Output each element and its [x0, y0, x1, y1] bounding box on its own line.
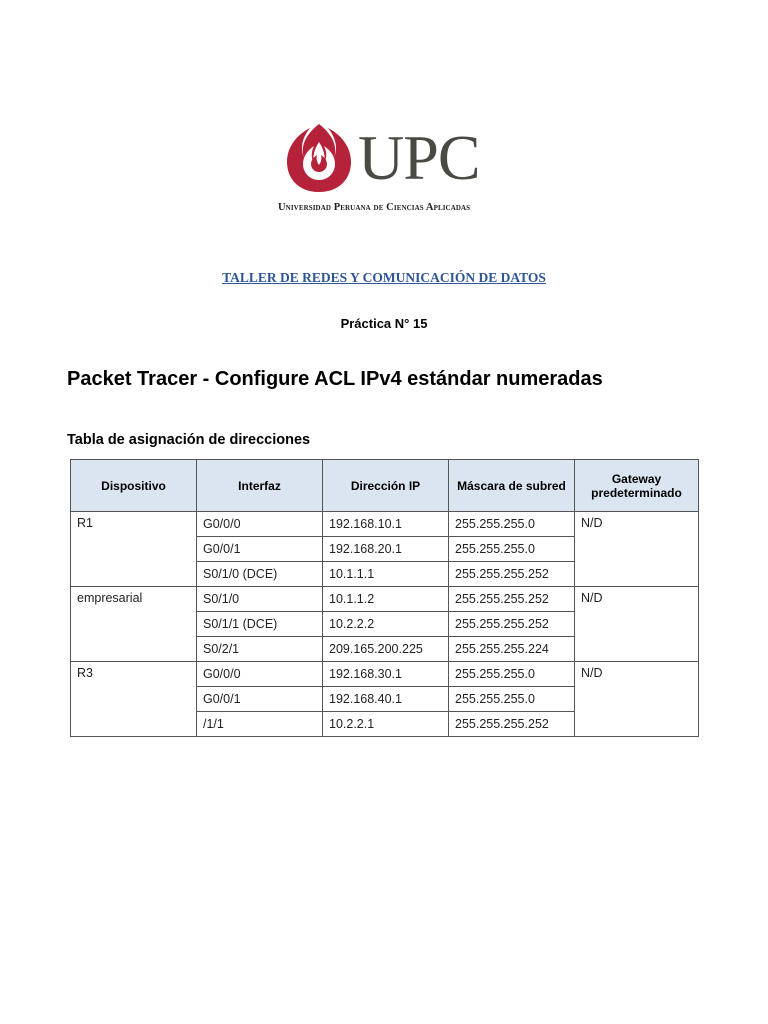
interface-cell: S0/1/1 (DCE)	[197, 612, 323, 637]
device-cell: R3	[71, 662, 197, 737]
interface-cell: G0/0/0	[197, 512, 323, 537]
ip-cell: 10.1.1.1	[323, 562, 449, 587]
interface-cell: /1/1	[197, 712, 323, 737]
mask-cell: 255.255.255.252	[449, 612, 575, 637]
header-ip: Dirección IP	[323, 460, 449, 512]
gateway-cell: N/D	[575, 512, 699, 587]
document-title: Packet Tracer - Configure ACL IPv4 estándar numeradas	[67, 368, 603, 390]
header-device: Dispositivo	[71, 460, 197, 512]
ip-cell: 10.1.1.2	[323, 587, 449, 612]
table-header-row	[71, 460, 699, 512]
gateway-cell: N/D	[575, 662, 699, 737]
ip-cell: 192.168.10.1	[323, 512, 449, 537]
device-cell: R1	[71, 512, 197, 587]
mask-cell: 255.255.255.224	[449, 637, 575, 662]
gateway-cell: N/D	[575, 587, 699, 662]
mask-cell: 255.255.255.252	[449, 712, 575, 737]
mask-cell: 255.255.255.0	[449, 687, 575, 712]
upc-flame-icon	[284, 122, 354, 194]
upc-subtitle: Universidad Peruana de Ciencias Aplicadas	[278, 202, 471, 213]
upc-wordmark: UPC	[358, 122, 480, 193]
mask-cell: 255.255.255.0	[449, 512, 575, 537]
practice-number: Práctica N° 15	[340, 316, 428, 331]
ip-cell: 10.2.2.1	[323, 712, 449, 737]
ip-cell: 192.168.20.1	[323, 537, 449, 562]
header-mask: Máscara de subred	[449, 460, 575, 512]
header-gateway: Gateway predeterminado	[575, 460, 699, 512]
ip-cell: 192.168.40.1	[323, 687, 449, 712]
interface-cell: S0/2/1	[197, 637, 323, 662]
course-title: TALLER DE REDES Y COMUNICACIÓN DE DATOS	[222, 270, 546, 285]
table-row	[71, 512, 699, 537]
header-interface: Interfaz	[197, 460, 323, 512]
mask-cell: 255.255.255.252	[449, 587, 575, 612]
mask-cell: 255.255.255.0	[449, 662, 575, 687]
upc-logo	[278, 122, 494, 222]
mask-cell: 255.255.255.0	[449, 537, 575, 562]
table-row	[71, 662, 699, 687]
address-table	[70, 459, 699, 737]
interface-cell: G0/0/1	[197, 537, 323, 562]
ip-cell: 209.165.200.225	[323, 637, 449, 662]
interface-cell: G0/0/1	[197, 687, 323, 712]
table-row	[71, 587, 699, 612]
table-caption: Tabla de asignación de direcciones	[67, 432, 311, 448]
interface-cell: S0/1/0 (DCE)	[197, 562, 323, 587]
device-cell: empresarial	[71, 587, 197, 662]
interface-cell: S0/1/0	[197, 587, 323, 612]
interface-cell: G0/0/0	[197, 662, 323, 687]
ip-cell: 192.168.30.1	[323, 662, 449, 687]
ip-cell: 10.2.2.2	[323, 612, 449, 637]
mask-cell: 255.255.255.252	[449, 562, 575, 587]
